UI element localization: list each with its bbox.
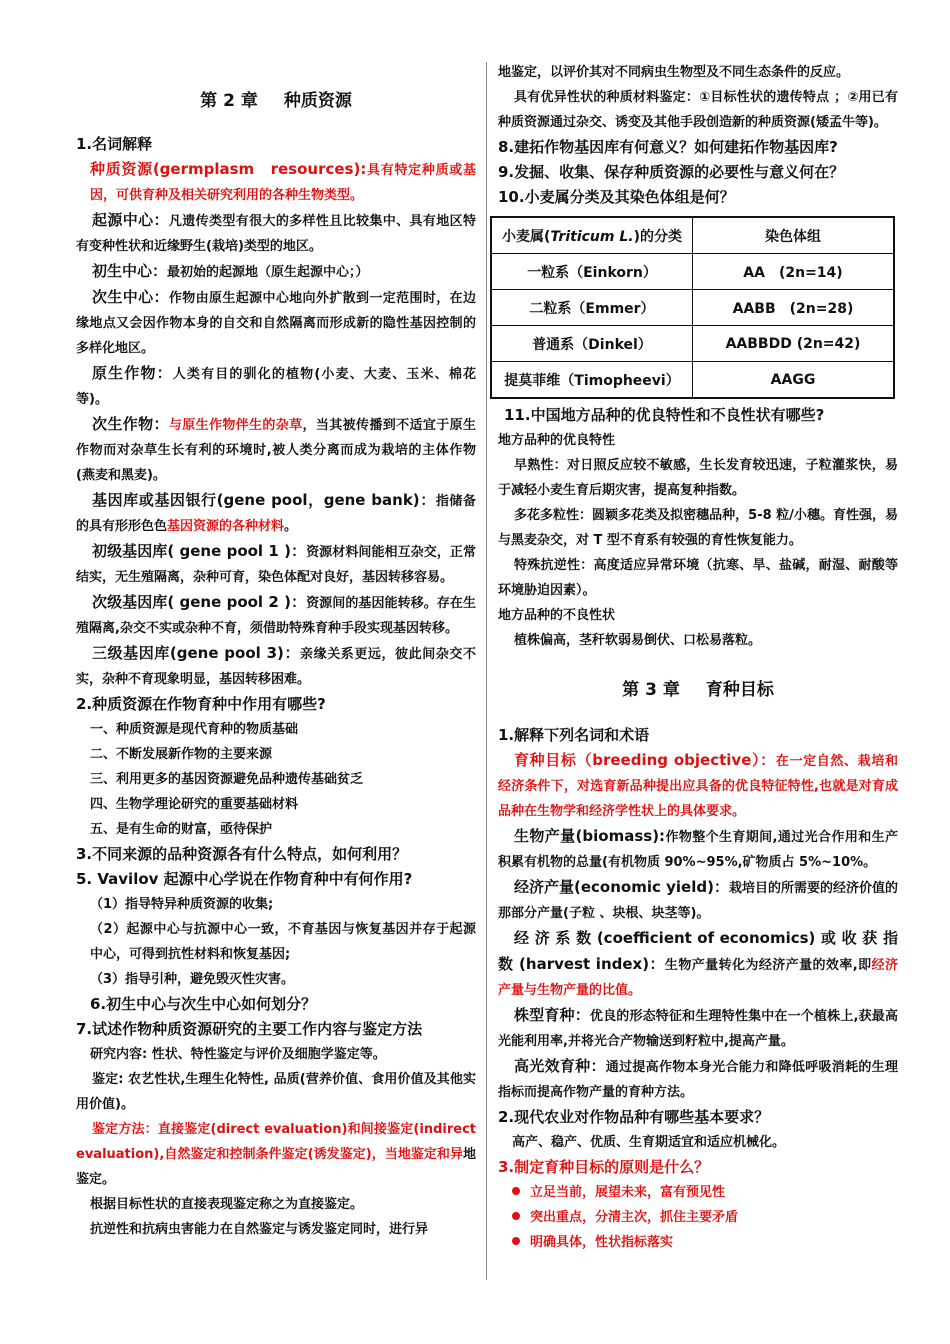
gene-pool-definition: 基因库或基因银行(gene pool，gene bank)：指储备的具有形形色色基因资源的各种材料。 xyxy=(76,491,476,534)
good-trait-item: 多花多粒性：圆颖多花类及拟密穗品种，5-8 粒/小穗。育性强，易与黑麦杂交，对 T 型不育系有较强的育性恢复能力。 xyxy=(498,508,898,548)
table-header-cell: 染色体组 xyxy=(693,217,895,254)
list-item: 四、生物学理论研究的重要基础材料 xyxy=(90,797,299,812)
germplasm-definition: 种质资源(germplasm resources):具有特定种质或基因，可供育种及相关研究利用的各种生物类型。 xyxy=(90,160,476,203)
table-cell: AAGG xyxy=(693,362,895,399)
continued-text: 地鉴定，以评价其对不同病虫生物型及不同生态条件的反应。 xyxy=(498,65,850,80)
question-1: 1.名词解释 xyxy=(76,135,153,153)
question-5: 5. Vavilov 起源中心学说在作物育种中有何作用? xyxy=(76,870,413,888)
table-cell: AABB (2n=28) xyxy=(693,290,895,326)
principle-item: 明确具体，性状指标落实 xyxy=(498,1230,898,1255)
question-10: 10.小麦属分类及其染色体组是何？ xyxy=(498,188,735,206)
left-column xyxy=(76,86,476,1242)
question-9: 9.发掘、收集、保存种质资源的必要性与意义何在？ xyxy=(498,163,845,181)
principle-item: 立足当前，展望未来，富有预见性 xyxy=(498,1180,898,1205)
good-trait-item: 早熟性：对日照反应较不敏感，生长发育较迅速，子粒灌浆快，易于减轻小麦生育后期灾害，提高复种指数。 xyxy=(498,458,898,498)
biomass-definition: 生物产量(biomass):作物整个生育期间,通过光合作用和生产积累有机物的总量(有机物质 90%~95%,矿物质占 5%~10%。 xyxy=(498,827,898,870)
right-column xyxy=(498,60,898,1255)
origin-center-definition: 起源中心：凡遗传类型有很大的多样性且比较集中、具有地区特有变种性状和近缘野生(栽培)类型的地区。 xyxy=(76,211,476,254)
table-row xyxy=(491,326,894,362)
identification-methods: 鉴定方法：直接鉴定(direct evaluation)和间接鉴定(indirect evaluation),自然鉴定和控制条件鉴定(诱发鉴定)，当地鉴定和异地鉴定。 xyxy=(76,1122,476,1187)
list-item: （1）指导特异种质资源的收集; xyxy=(90,897,274,912)
direct-evaluation: 根据目标性状的直接表现鉴定称之为直接鉴定。 xyxy=(90,1197,364,1212)
harvest-index-definition: 经 济 系 数 (coefficient of economics) 或 收 获 指 数 (harvest index)：生物产量转化为经济产量的效率,即经济产量与生物产量的比值。 xyxy=(498,929,898,998)
list-item: 五、是有生命的财富，亟待保护 xyxy=(90,822,273,837)
bullet-icon xyxy=(512,1237,520,1245)
principle-item: 突出重点，分清主次，抓住主要矛盾 xyxy=(498,1205,898,1230)
table-cell: AABBDD (2n=42) xyxy=(693,326,895,362)
chapter-3-question-3: 3.制定育种目标的原则是什么？ xyxy=(498,1158,710,1176)
table-row xyxy=(491,290,894,326)
high-photosynthetic-definition: 高光效育种：通过提高作物本身光合能力和降低呼吸消耗的生理指标而提高作物产量的育种方法。 xyxy=(498,1057,898,1100)
primary-crop-definition: 原生作物：人类有目的驯化的植物(小麦、大麦、玉米、棉花等)。 xyxy=(76,364,476,407)
chapter-3-question-2: 2.现代农业对作物品种有哪些基本要求？ xyxy=(498,1108,770,1126)
gene-pool-3-definition: 三级基因库(gene pool 3)：亲缘关系更远，彼此间杂交不实，杂种不育现象明显，基因转移困难。 xyxy=(76,644,476,687)
chapter-3-question-1: 1.解释下列名词和术语 xyxy=(498,726,650,744)
wheat-classification-table xyxy=(490,216,895,399)
table-cell: 普通系（Dinkel） xyxy=(491,326,693,362)
chapter-3-heading: 第 3 章 育种目标 xyxy=(622,680,774,700)
good-traits-heading: 地方品种的优良特性 xyxy=(498,433,616,448)
question-6: 6.初生中心与次生中心如何划分？ xyxy=(90,995,317,1013)
question-7: 7.试述作物种质资源研究的主要工作内容与鉴定方法 xyxy=(76,1020,423,1038)
bullet-icon xyxy=(512,1212,520,1220)
economic-yield-definition: 经济产量(economic yield)：栽培目的所需要的经济价值的那部分产量(子粒 、块根、块茎等)。 xyxy=(498,878,898,921)
identification: 鉴定: 农艺性状,生理生化特性, 品质(营养价值、食用价值及其他实用价值)。 xyxy=(76,1072,476,1112)
list-item: 三、利用更多的基因资源避免品种遗传基础贫乏 xyxy=(90,772,364,787)
table-cell: 提莫菲维（Timopheevi） xyxy=(491,362,693,399)
table-row xyxy=(491,254,894,290)
breeding-objective-definition: 育种目标（breeding objective）：在一定自然、栽培和经济条件下，对选育新品种提出应具备的优良特征特性,也就是对育成品种在生物学和经济学性状上的具体要求。 xyxy=(498,751,898,819)
list-item: 一、种质资源是现代育种的物质基础 xyxy=(90,722,299,737)
list-item: 二、不断发展新作物的主要来源 xyxy=(90,747,273,762)
list-item: （3）指导引种，避免毁灭性灾害。 xyxy=(90,972,295,987)
table-row xyxy=(491,362,894,399)
question-11: 11.中国地方品种的优良特性和不良性状有哪些? xyxy=(504,406,825,424)
secondary-crop-definition: 次生作物：与原生作物伴生的杂草，当其被传播到不适宜于原生作物而对杂草生长有利的环境时,被人类分离而成为栽培的主体作物(燕麦和黑麦)。 xyxy=(76,415,476,483)
gene-pool-2-definition: 次级基因库( gene pool 2 )：资源间的基因能转移。存在生殖隔离,杂交不实或杂种不育，须借助特殊育种手段实现基因转移。 xyxy=(76,593,476,636)
bad-traits-heading: 地方品种的不良性状 xyxy=(498,608,616,623)
question-2: 2.种质资源在作物育种中作用有哪些? xyxy=(76,695,326,713)
ideotype-definition: 株型育种：优良的形态特征和生理特性集中在一个植株上,获最高光能利用率,并将光合产物输送到籽粒中,提高产量。 xyxy=(498,1006,898,1049)
table-cell: 二粒系（Emmer） xyxy=(491,290,693,326)
bullet-icon xyxy=(512,1187,520,1195)
chapter-2-heading: 第 2 章 种质资源 xyxy=(200,91,352,111)
bad-trait-item: 植株偏高，茎秆软弱易倒伏、口松易落粒。 xyxy=(514,633,762,648)
question-3: 3.不同来源的品种资源各有什么特点，如何利用？ xyxy=(76,845,408,863)
primary-center-definition: 初生中心：最初始的起源地（原生起源中心；） xyxy=(92,262,369,280)
table-header-row xyxy=(491,217,894,254)
gene-pool-1-definition: 初级基因库( gene pool 1 )：资源材料间能相互杂交，正常结实，无生殖隔离，杂种可育，染色体配对良好，基因转移容易。 xyxy=(76,542,476,585)
question-8: 8.建拓作物基因库有何意义？如何建拓作物基因库? xyxy=(498,138,838,156)
secondary-center-definition: 次生中心：作物由原生起源中心地向外扩散到一定范围时，在边缘地点又会因作物本身的自交和自然隔离而形成新的隐性基因控制的多样化地区。 xyxy=(76,288,476,356)
table-header-cell: 小麦属(Triticum L.)的分类 xyxy=(491,217,693,254)
modern-agriculture-answer: 高产、稳产、优质、生育期适宜和适应机械化。 xyxy=(512,1135,786,1150)
good-trait-item: 特殊抗逆性：高度适应异常环境（抗寒、旱、盐碱，耐湿、耐酸等环境胁迫因素）。 xyxy=(498,558,898,598)
column-divider xyxy=(486,62,487,1280)
table-cell: AA (2n=14) xyxy=(693,254,895,290)
resistance-evaluation: 抗逆性和抗病虫害能力在自然鉴定与诱发鉴定同时，进行异 xyxy=(90,1222,429,1237)
research-content: 研究内容: 性状、特性鉴定与评价及细胞学鉴定等。 xyxy=(90,1047,386,1062)
table-cell: 一粒系（Einkorn） xyxy=(491,254,693,290)
list-item: （2）起源中心与抗源中心一致，不育基因与恢复基因并存于起源中心，可得到抗性材料和恢复基因; xyxy=(90,922,476,962)
superior-trait-identification: 具有优异性状的种质材料鉴定：①目标性状的遗传特点 ；②用已有种质资源通过杂交、诱变及其他手段创造新的种质资源(矮孟牛等)。 xyxy=(498,90,898,130)
